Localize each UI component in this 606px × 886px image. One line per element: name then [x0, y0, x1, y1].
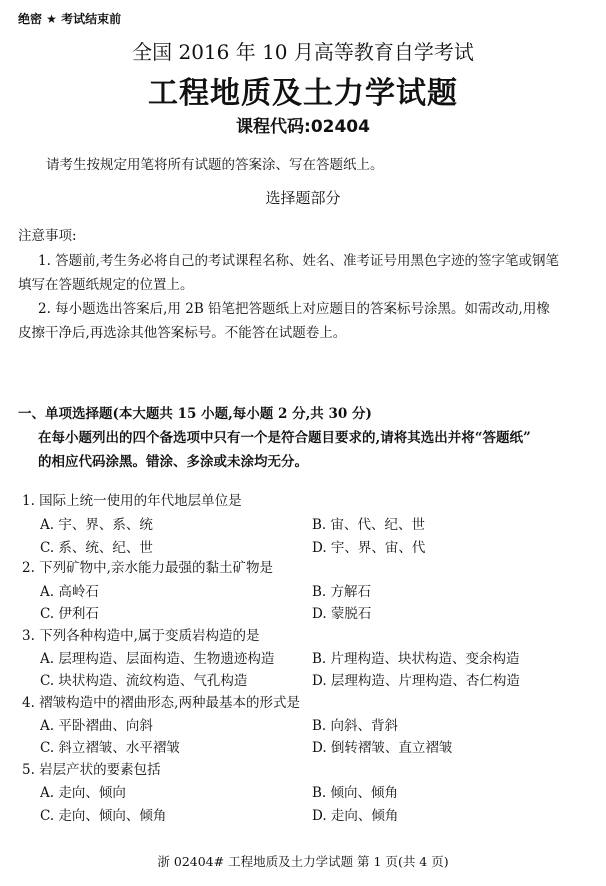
notes-heading: 注意事项: — [18, 228, 77, 244]
question-1-stem: 1. 国际上统一使用的年代地层单位是 — [22, 493, 242, 509]
note-1-line-2: 填写在答题纸规定的位置上。 — [18, 277, 194, 293]
question-4-option-a: A. 平卧褶曲、向斜 — [40, 718, 153, 734]
question-5-option-c: C. 走向、倾向、倾角 — [40, 808, 167, 824]
question-5-stem: 5. 岩层产状的要素包括 — [22, 762, 161, 778]
question-2-option-c: C. 伊利石 — [40, 606, 99, 622]
section-desc-line-1: 在每小题列出的四个备选项中只有一个是符合题目要求的,请将其选出并将“答题纸” — [38, 430, 531, 446]
question-3-stem: 3. 下列各种构造中,属于变质岩构造的是 — [22, 628, 260, 644]
question-5-option-b: B. 倾向、倾角 — [312, 785, 399, 801]
question-4-option-d: D. 倒转褶皱、直立褶皱 — [312, 740, 453, 756]
question-3-option-b: B. 片理构造、块状构造、变余构造 — [312, 651, 520, 667]
question-2-option-b: B. 方解石 — [312, 584, 372, 600]
question-5-option-a: A. 走向、倾向 — [40, 785, 126, 801]
question-2-stem: 2. 下列矿物中,亲水能力最强的黏土矿物是 — [22, 560, 273, 576]
question-4-option-c: C. 斜立褶皱、水平褶皱 — [40, 740, 180, 756]
question-1-option-a: A. 宇、界、系、统 — [40, 517, 153, 533]
question-1-option-d: D. 宇、界、宙、代 — [312, 540, 426, 556]
section-desc-line-2: 的相应代码涂黑。错涂、多涂或未涂均无分。 — [38, 454, 308, 470]
page-footer: 浙 02404# 工程地质及土力学试题 第 1 页(共 4 页) — [157, 854, 449, 869]
question-2-option-a: A. 高岭石 — [40, 584, 99, 600]
confidential-label: 绝密 ★ 考试结束前 — [18, 12, 122, 26]
subject-title: 工程地质及土力学试题 — [148, 76, 458, 111]
question-3-option-d: D. 层理构造、片理构造、杏仁构造 — [312, 673, 520, 689]
question-4-option-b: B. 向斜、背斜 — [312, 718, 399, 734]
question-1-option-b: B. 宙、代、纪、世 — [312, 517, 426, 533]
course-code: 课程代码:02404 — [236, 117, 370, 137]
note-2-line-2: 皮擦干净后,再选涂其他答案标号。不能答在试题卷上。 — [18, 325, 347, 341]
answer-instruction: 请考生按规定用笔将所有试题的答案涂、写在答题纸上。 — [46, 157, 384, 173]
question-3-option-a: A. 层理构造、层面构造、生物遗迹构造 — [40, 651, 275, 667]
part-title: 选择题部分 — [265, 189, 341, 207]
note-1-line-1: 1. 答题前,考生务必将自己的考试课程名称、姓名、准考证号用黑色字迹的签字笔或钢笔 — [38, 253, 559, 269]
question-1-option-c: C. 系、统、纪、世 — [40, 540, 153, 556]
note-2-line-1: 2. 每小题选出答案后,用 2B 铅笔把答题纸上对应题目的答案标号涂黑。如需改动,用橡 — [38, 301, 550, 317]
exam-title: 全国 2016 年 10 月高等教育自学考试 — [132, 40, 474, 64]
question-2-option-d: D. 蒙脱石 — [312, 606, 372, 622]
question-5-option-d: D. 走向、倾角 — [312, 808, 399, 824]
question-4-stem: 4. 褶皱构造中的褶曲形态,两种最基本的形式是 — [22, 695, 300, 711]
section-heading: 一、单项选择题(本大题共 15 小题,每小题 2 分,共 30 分) — [18, 406, 372, 422]
question-3-option-c: C. 块状构造、流纹构造、气孔构造 — [40, 673, 248, 689]
